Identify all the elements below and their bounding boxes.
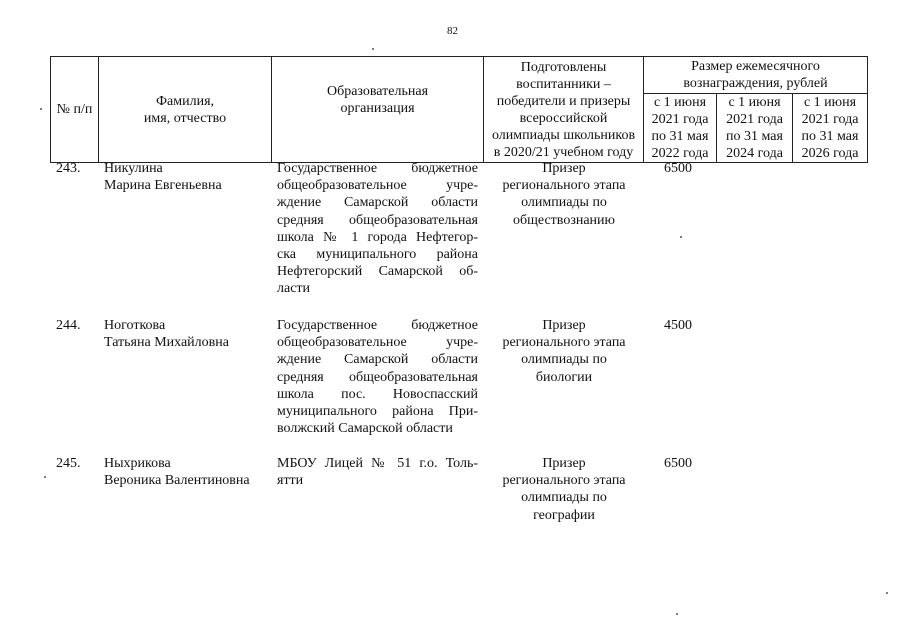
header-num: № п/п (51, 57, 99, 163)
row-number: 243. (56, 161, 81, 176)
reward-amount: 6500 (664, 456, 692, 471)
organization: Государственное бюджетное общеобразовательное учре- ждение Самарской области средняя общеобразовательная школа пос. Новоспасский муниципального района При- волжский Самарской области (277, 318, 478, 437)
header-period-2026: с 1 июня 2021 года по 31 мая 2026 года (793, 94, 868, 163)
header-prepared: Подготовлены воспитанники – победители и призеры всероссийской олимпиады школьников в 2020/21 учебном году (484, 57, 644, 163)
scan-speck (372, 48, 374, 50)
organization: МБОУ Лицей № 51 г.о. Толь- ятти (277, 456, 478, 489)
row-number: 245. (56, 456, 81, 471)
scan-speck (886, 592, 888, 594)
achievement: Призер регионального этапа олимпиады по обществознанию (502, 161, 626, 228)
page-number: 82 (447, 25, 458, 37)
header-name: Фамилия, имя, отчество (99, 57, 272, 163)
person-name: Ноготкова Татьяна Михайловна (104, 318, 229, 351)
row-number: 244. (56, 318, 81, 333)
achievement: Призер регионального этапа олимпиады по географии (502, 456, 626, 523)
header-period-2024: с 1 июня 2021 года по 31 мая 2024 года (717, 94, 793, 163)
reward-amount: 6500 (664, 161, 692, 176)
scan-speck (676, 613, 678, 615)
header-organization: Образовательная организация (272, 57, 484, 163)
achievement: Призер регионального этапа олимпиады по биологии (502, 318, 626, 385)
organization: Государственное бюджетное общеобразовательное учре- ждение Самарской области средняя общеобразовательная школа № 1 города Нефтегор- ска муниципального района Нефтегорский Самарской об- ласти (277, 161, 478, 297)
person-name: Ныхрикова Вероника Валентиновна (104, 456, 250, 489)
header-reward: Размер ежемесячного вознаграждения, рублей (644, 57, 868, 94)
reward-amount: 4500 (664, 318, 692, 333)
person-name: Никулина Марина Евгеньевна (104, 161, 222, 194)
table-header (50, 56, 868, 163)
scan-speck (680, 236, 682, 238)
scan-speck (44, 476, 46, 478)
header-period-2022: с 1 июня 2021 года по 31 мая 2022 года (644, 94, 717, 163)
scan-speck (40, 108, 42, 110)
